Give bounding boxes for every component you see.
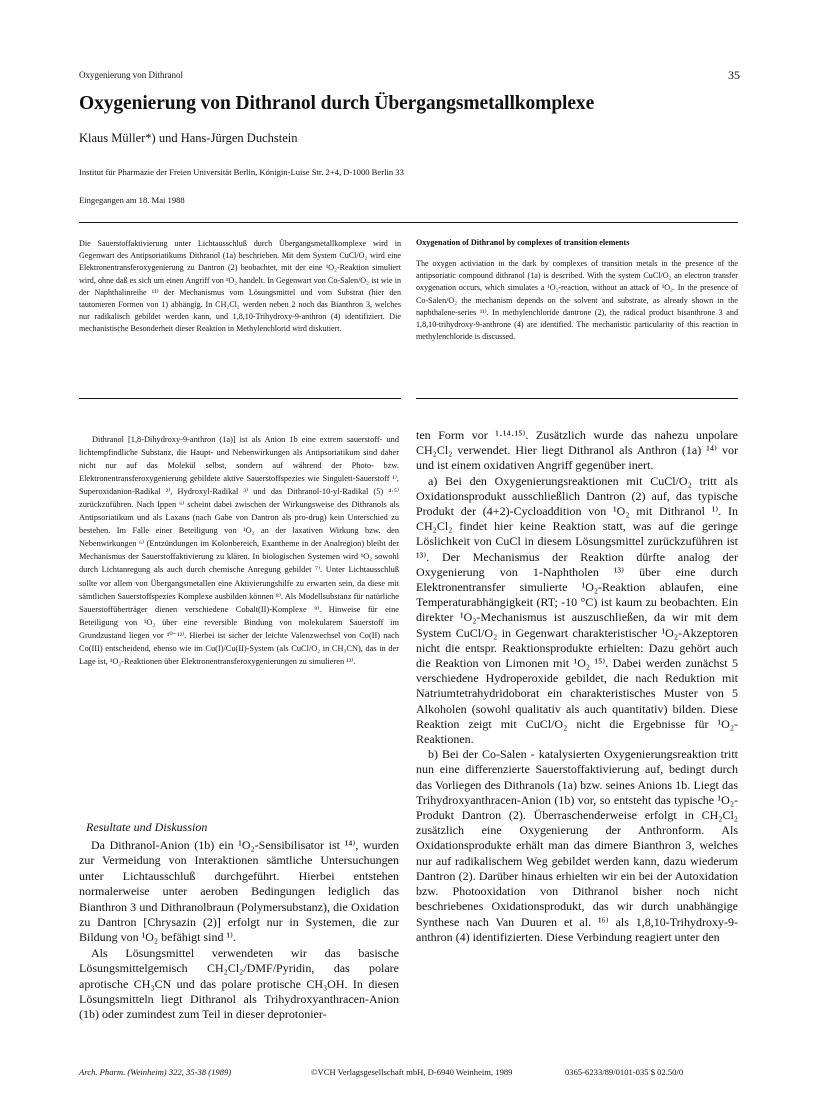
- left-column-body: [79, 838, 399, 1023]
- abstract-english-title: Oxygenation of Dithranol by complexes of transition elements: [416, 238, 630, 247]
- page-number: 35: [728, 68, 740, 82]
- abstract-rule-right: [416, 398, 738, 399]
- journal-citation: Arch. Pharm. (Weinheim) 322, 35-38 (1989): [79, 1067, 232, 1077]
- abstract-rule-left: [79, 398, 401, 399]
- body-paragraph: b) Bei der Co-Salen - katalysierten Oxygenierungsreaktion tritt nun eine differenzierte Sauerstoffaktivierung auf, bedingt durch das Vorliegen des Dithranols (1a) bzw. seines Anions 1b. Liegt das Trihydroxyanthracen-Anion (1b) vor, so entsteht das typische ¹O₂-Produkt Dantron (2). Überraschenderweise erfolgt in CH₂Cl₂ zusätzlich eine Oxygenierung der Anthronform. Als Oxidationsprodukte erhält man das dimere Bianthron 3, welches nur auf radikalischem Weg gebildet werden kann, dazu wiederum Dantron (2). Darüber hinaus erhielten wir ein bei der Autoxidation bzw. Photooxidation von Dithranol bisher noch nicht beschriebenes Oxidationsprodukt, das wir durch unabhängige Synthese nach Van Duuren et al. ¹⁶⁾ als 1,8,10-Trihydroxy-9-anthron (4) identifizierten. Diese Verbindung reagiert unter den: [416, 747, 738, 944]
- abstract-german: Die Sauerstoffaktivierung unter Lichtausschluß durch Übergangsmetallkomplexe wird in Gegenwart des Antipsoriatikums Dithranol (1a) beschrieben. Mit dem System CuCl/O₂ wird eine Elektronentransferoxygenierung zu Dantron (2) beobachtet, mit der eine ¹O₂-Reaktion simuliert wird, ohne daß es sich um einen Angriff von ¹O₂ handelt. In Gegenwart von Co-Salen/O₂ ist wie in der Naphthalinreihe ¹¹⁾ der Mechanismus vom Lösungsmittel und vom Substrat (hier den tautomeren Formen von 1) abhängig. In CH₂Cl₂ werden neben 2 noch das Bianthron 3, welches nur radikalisch gebildet werden kann, und 1,8,10-Trihydroxy-9-anthron (4) identifiziert. Die mechanistische Besonderheit dieser Reaktion in Methylenchlorid wird diskutiert.: [79, 239, 401, 334]
- body-paragraph: Als Lösungsmittel verwendeten wir das basische Lösungsmittelgemisch CH₂Cl₂/DMF/Pyridin, das polare aprotische CH₃CN und das polare protische CH₃OH. In diesen Lösungsmitteln liegt Dithranol als Trihydroxyanthracen-Anion (1b) oder zumindest zum Teil in dieser deprotonier-: [79, 945, 399, 1022]
- section-heading: Resultate und Diskussion: [86, 820, 208, 834]
- authors: Klaus Müller*) und Hans-Jürgen Duchstein: [79, 131, 298, 145]
- body-paragraph: ten Form vor ¹·¹⁴·¹⁵⁾. Zusätzlich wurde das nahezu unpolare CH₂Cl₂ verwendet. Hier liegt Dithranol als Anthron (1a) ¹⁴⁾ vor und ist einem oxidativen Angriff gegenüber inert.: [416, 428, 738, 473]
- affiliation: Institut für Pharmazie der Freien Universität Berlin, Königin-Luise Str. 2+4, D-1000 Berlin 33: [79, 167, 404, 177]
- introduction-paragraph: Dithranol [1,8-Dihydroxy-9-anthron (1a)] ist als Anion 1b eine extrem sauerstoff- und lichtempfindliche Substanz, die Haupt- und Nebenwirkungen als Antipsoriatikum sind daher nicht nur auf das Molekül selbst, sondern auf während der Photo- bzw. Elektronentransferoxygenierung gebildete aktive Sauerstoffspezies wie Singulett-Sauerstoff ¹⁾, Superoxidanion-Radikal ²⁾, Hydroxyl-Radikal ³⁾ und das Dithranol-10-yl-Radikal (5) ⁴·⁵⁾ zurückzuführen. Nach Ippen ⁶⁾ scheint dabei zwischen der Wirkungsweise des Dithranols als Antipsoriatikum und als Laxans (nach Gabe von Dantron als pro-drug) kein Unterschied zu bestehen. Im Falle einer Beteiligung von ¹O₂ an der laxativen Wirkung bzw. den Nebenwirkungen ⁶⁾ (Entzündungen im Kolonbereich, Exantheme in der Analregion) bleibt der Mechanismus der Sauerstoffaktivierung zu klären. In biologischen Systemen wird ¹O₂ sowohl durch Lichtanregung als auch durch chemische Anregung gebildet ⁷⁾. Unter Lichtausschluß sollte vor allem von Übergangsmetallen eine Aktivierungshilfe zu erwarten sein, da diese mit sämtlichen Sauerstoffspezies Komplexe ausbilden können ⁸⁾. Als Modellsubstanz für natürliche Sauerstoffüberträger dienen verschiedene Cobalt(II)-Komplexe ⁹⁾. Hinweise für eine Beteiligung von ¹O₂ über eine reversible Bindung von molekularem Sauerstoff im Grundzustand liegen vor ¹⁰⁻¹²⁾. Hierbei ist sicher der leichte Valenzwechsel von Co(II) nach Co(III) entscheidend, ebenso wie im Cu(I)/Cu(II)-System (als CuCl/O₂ in CH₃CN), das in der Lage ist, ¹O₂-Reaktionen über Elektronentransferoxygenierungen zu simulieren ¹³⁾.: [79, 435, 399, 666]
- article-code: 0365-6233/89/0101-035 $ 02.50/0: [565, 1067, 684, 1077]
- article-title: Oxygenierung von Dithranol durch Übergangsmetallkomplexe: [79, 93, 595, 114]
- abstract-english: The oxygen activiation in the dark by complexes of transition metals in the presence of the antipsoriatic compound dithranol (1a) is described. With the system CuCl/O₂ an electron transfer oxygenation occurs, which simulates a ¹O₂-reaction, without an attack of ¹O₂. In the presence of Co-Salen/O₂ the mechanism depends on the solvent and substrate, as already shown in the naphthalene-series ¹¹⁾. In methylenchloride dantrone (2), the radical product bisanthrone 3 and 1,8,10-trihydroxy-9-anthrone (4) are identified. The mechanistic particularity of this reaction in methylenchloride is discussed.: [416, 259, 738, 342]
- body-paragraph: Da Dithranol-Anion (1b) ein ¹O₂-Sensibilisator ist ¹⁴⁾, wurden zur Vermeidung von Interaktionen sämtliche Untersuchungen unter Lichtausschluß durchgeführt. Hierbei entstehen normalerweise unter aeroben Bedingungen lediglich das Bianthron 3 und Dithranolbraun (Polymersubstanz), die Oxidation zu Dantron [Chrysazin (2)] erfolgt nur in Systemen, die zur Bildung von ¹O₂ befähigt sind ¹⁾.: [79, 838, 399, 945]
- running-title: Oxygenierung von Dithranol: [79, 70, 183, 80]
- top-rule: [79, 222, 738, 223]
- received-date: Eingegangen am 18. Mai 1988: [79, 195, 185, 205]
- right-column-body: [416, 428, 738, 945]
- body-paragraph: a) Bei den Oxygenierungsreaktionen mit CuCl/O₂ tritt als Oxidationsprodukt ausschließlich Dantron (2) auf, das typische Produkt der (4+2)-Cycloaddition von ¹O₂ mit Dithranol ¹⁾. In CH₂Cl₂ findet hier keine Reaktion statt, was auf die geringe Löslichkeit von CuCl in diesem Lösungsmittel zurückzuführen ist ¹³⁾. Der Mechanismus der Reaktion dürfte analog der Oxygenierung von 1-Naphtholen ¹³⁾ über eine durch Elektronentransfer simulierte ¹O₂-Reaktion ablaufen, eine Temperaturabhängigkeit (RT; -10 °C) ist kaum zu beobachten. Ein direkter ¹O₂-Mechanismus ist auszuschließen, da wir mit dem System CuCl/O₂ in Gegenwart charakteristischer ¹O₂-Akzeptoren nicht die entspr. Reaktionsprodukte erhielten: Dazu gehört auch die Reaktion von Limonen mit ¹O₂ ¹⁵⁾. Dabei werden zunächst 5 verschiedene Hydroperoxide gebildet, die nach Reduktion mit Natriumtetrahydridoborat ein charakteristisches Muster von 5 Alkoholen (sowohl qualitativ als auch quantitativ) bilden. Diese Reaktion zeigt mit CuCl/O₂ nicht die Ergebnisse für ¹O₂-Reaktionen.: [416, 473, 738, 747]
- publisher-notice: ©VCH Verlagsgesellschaft mbH, D-6940 Weinheim, 1989: [311, 1067, 513, 1077]
